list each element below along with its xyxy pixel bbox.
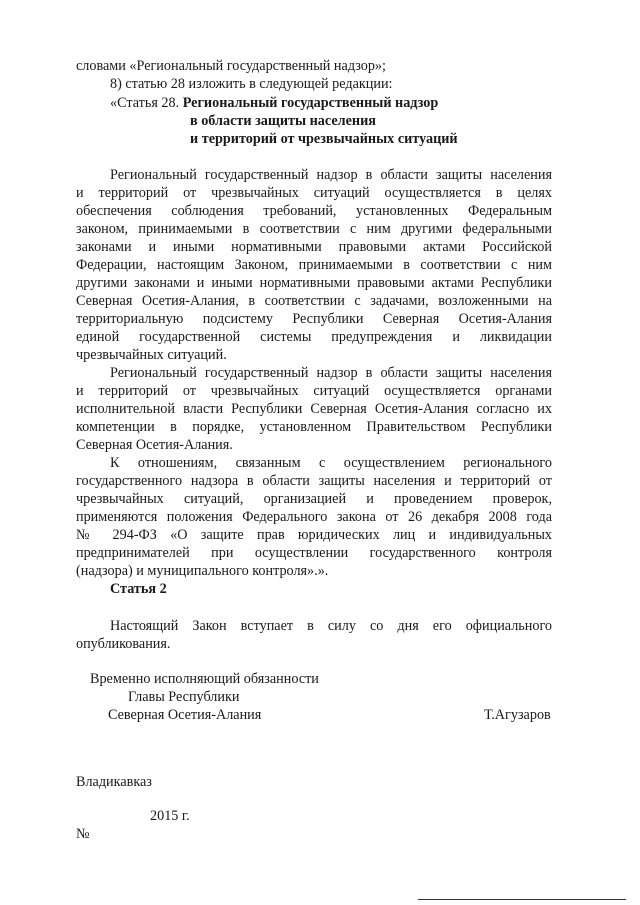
para1-line: чрезвычайных ситуаций.: [76, 347, 227, 363]
para1-line: единой государственной системы предупреждения и ликвидации: [76, 329, 552, 345]
article-28-title-text-1: Региональный государственный надзор: [182, 95, 439, 111]
intro-line-1: словами «Региональный государственный надзор»;: [76, 58, 386, 74]
article-28-title-line-3: и территорий от чрезвычайных ситуаций: [190, 131, 458, 147]
para1-line: законом, принимаемыми в соответствии с ним другими федеральными: [76, 221, 552, 237]
para2-line: исполнительной власти Республики Северная Осетия-Алания согласно их: [76, 401, 552, 417]
number-sign: №: [76, 826, 90, 842]
para3-line: К отношениям, связанным с осуществлением регионального: [110, 455, 552, 471]
article-28-title-line-1: [110, 95, 438, 112]
para2-line: Северная Осетия-Алания.: [76, 437, 233, 453]
intro-line-2: 8) статью 28 изложить в следующей редакции:: [110, 76, 393, 92]
signature-title-line-1: Временно исполняющий обязанности: [90, 671, 319, 687]
para1-line: обеспечения соблюдения требований, установленных Федеральным: [76, 203, 552, 219]
article-28-prefix: «Статья 28.: [110, 95, 180, 111]
date-year: 2015 г.: [150, 808, 190, 824]
para3-line: № 294-ФЗ «О защите прав юридических лиц и индивидуальных: [76, 527, 552, 543]
article-2-heading: Статья 2: [110, 581, 167, 597]
para1-line: и территорий от чрезвычайных ситуаций осуществляется в целях: [76, 185, 552, 201]
para1-line: Региональный государственный надзор в области защиты населения: [110, 167, 552, 183]
para3-line: (надзора) и муниципального контроля».».: [76, 563, 329, 579]
signatory-name: Т.Агузаров: [484, 707, 551, 723]
para1-line: Федерации, настоящим Законом, принимаемыми в соответствии с ним: [76, 257, 552, 273]
para3-line: предпринимателей при осуществлении государственного контроля: [76, 545, 552, 561]
para1-line: Северная Осетия-Алания, в соответствии с задачами, возложенными на: [76, 293, 552, 309]
para3-line: применяются положения Федерального закона от 26 декабря 2008 года: [76, 509, 552, 525]
article-2-text-line: Настоящий Закон вступает в силу со дня его официального: [110, 618, 552, 634]
signature-title-line-2: Главы Республики: [128, 689, 240, 705]
para2-line: компетенции в порядке, установленном Правительством Республики: [76, 419, 552, 435]
city: Владикавказ: [76, 774, 152, 790]
para1-line: другими законами и иными нормативными правовыми актами Республики: [76, 275, 552, 291]
article-28-title-line-2: в области защиты населения: [190, 113, 376, 129]
signature-title-line-3: Северная Осетия-Алания: [108, 707, 262, 723]
para2-line: и территорий от чрезвычайных ситуаций осуществляется органами: [76, 383, 552, 399]
para1-line: территориальную подсистему Республики Северная Осетия-Алания: [76, 311, 552, 327]
footer-rule: [418, 899, 626, 900]
para2-line: Региональный государственный надзор в области защиты населения: [110, 365, 552, 381]
para3-line: государственного надзора в области защиты населения и территорий от: [76, 473, 552, 489]
para3-line: чрезвычайных ситуаций, организацией и проведением проверок,: [76, 491, 552, 507]
article-2-text-line: опубликования.: [76, 636, 171, 652]
para1-line: законами и иными нормативными правовыми актами Российской: [76, 239, 552, 255]
